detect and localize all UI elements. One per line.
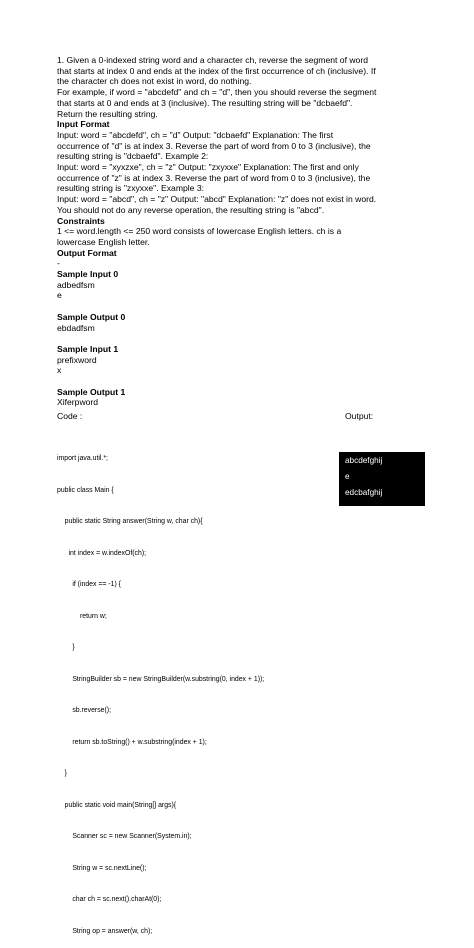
intro-line: that starts at 0 and ends at 3 (inclusive). The resulting string will be "dcbaefd". — [57, 97, 353, 108]
intro-line: Return the resulting string. — [57, 108, 158, 119]
constraints-line: 1 <= word.length <= 250 word consists of lowercase English letters. ch is a — [57, 226, 342, 237]
code-label: Code : — [57, 411, 83, 421]
sample-input-0-line: e — [57, 290, 62, 301]
code-line: if (index == -1) { — [57, 581, 121, 588]
code-line: public static String answer(String w, char ch){ — [57, 518, 203, 525]
intro-line: For example, if word = "abcdefd" and ch = "d", then you should reverse the segment — [57, 87, 377, 98]
terminal-line: e — [345, 472, 350, 481]
terminal-line: edcbafghij — [345, 488, 383, 497]
output-label: Output: — [345, 411, 374, 421]
code-line: return w; — [57, 612, 107, 620]
input-format-line: Input: word = "abcdefd", ch = "d" Output: "dcbaefd" Explanation: The first — [57, 129, 334, 140]
input-format-line: You should not do any reverse operation, the resulting string is "abcd". — [57, 204, 325, 215]
input-format-line: Input: word = "xyxzxe", ch = "z" Output: "zxyxxe" Explanation: The first and only — [57, 162, 359, 173]
input-format-line: resulting string is "dcbaefd". Example 2: — [57, 151, 209, 162]
code-line: } — [57, 644, 75, 651]
constraints-line: lowercase English letter. — [57, 236, 150, 247]
code-line: String op = answer(w, ch); — [57, 927, 153, 935]
constraints-heading: Constraints — [57, 215, 105, 226]
output-terminal — [339, 452, 425, 506]
code-line: } — [57, 770, 67, 777]
sample-output-0-line: ebdadfsm — [57, 322, 95, 333]
input-format-body — [57, 130, 427, 216]
sample-input-1-line: prefixword — [57, 354, 97, 365]
code-line: StringBuilder sb = new StringBuilder(w.substring(0, index + 1)); — [57, 675, 265, 683]
intro-line: the character ch does not exist in word, do nothing. — [57, 76, 252, 87]
problem-intro — [57, 55, 427, 119]
input-format-line: resulting string is "zxyxxe". Example 3: — [57, 183, 204, 194]
problem-statement — [57, 55, 427, 408]
code-line: return sb.toString() + w.substring(index + 1); — [57, 738, 207, 746]
sample-input-0-line: adbedfsm — [57, 279, 95, 290]
input-format-line: occurrence of "z" is at index 3. Reverse the part of word from 0 to 3 (inclusive), the — [57, 172, 371, 183]
code-line: import java.util.*; — [57, 455, 108, 462]
sample-output-1-heading: Sample Output 1 — [57, 386, 126, 397]
code-line: public class Main { — [57, 486, 114, 494]
code-line: public static void main(String[] args){ — [57, 801, 177, 809]
sample-input-0-heading: Sample Input 0 — [57, 269, 119, 280]
input-format-heading: Input Format — [57, 119, 110, 130]
intro-line: 1. Given a 0-indexed string word and a character ch, reverse the segment of word — [57, 55, 368, 65]
sample-output-0-heading: Sample Output 0 — [57, 311, 126, 322]
input-format-line: Input: word = "abcd", ch = "z" Output: "abcd" Explanation: "z" does not exist in word. — [57, 194, 377, 205]
terminal-line: abcdefghij — [345, 456, 383, 465]
output-format-heading: Output Format — [57, 247, 117, 258]
sample-output-1-line: Xiferpword — [57, 397, 99, 408]
code-line: sb.reverse(); — [57, 707, 111, 714]
sample-input-1-line: x — [57, 365, 62, 376]
code-line: int index = w.indexOf(ch); — [57, 549, 147, 557]
code-block — [57, 433, 264, 948]
intro-line: that starts at index 0 and ends at the index of the first occurrence of ch (inclusive). If — [57, 65, 376, 76]
input-format-line: occurrence of "d" is at index 3. Reverse the part of word from 0 to 3 (inclusive), the — [57, 140, 371, 151]
output-format-body: - — [57, 258, 60, 269]
sample-input-1-heading: Sample Input 1 — [57, 343, 119, 354]
code-line: char ch = sc.next().charAt(0); — [57, 896, 162, 903]
code-line: Scanner sc = new Scanner(System.in); — [57, 833, 192, 840]
code-line: String w = sc.nextLine(); — [57, 864, 147, 872]
